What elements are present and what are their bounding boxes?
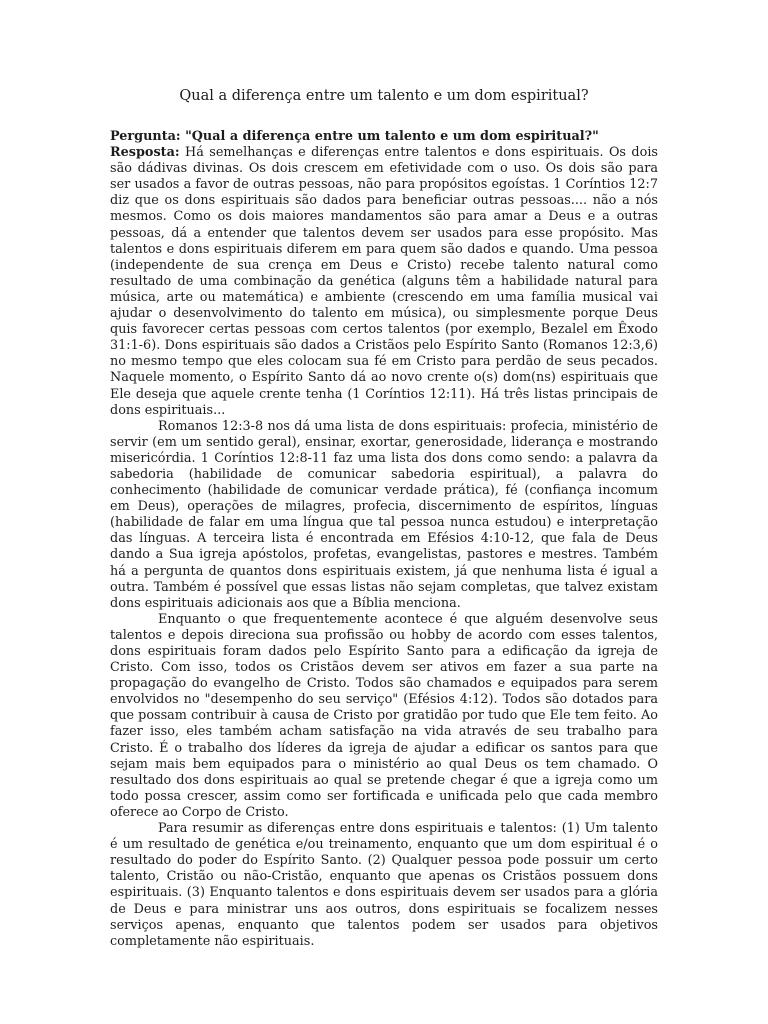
document-page <box>110 86 658 950</box>
paragraph-3: Enquanto o que frequentemente acontece é que alguém desenvolve seus talentos e depois direciona sua profissão ou hobby de acordo com esses talentos, dons espirituais foram dados pelo Espírito Santo para a edificação da igreja de Cristo. Com isso, todos os Cristãos devem ser ativos em fazer a sua parte na propagação do evangelho de Cristo. Todos são chamados e equipados para serem envolvidos no "desempenho do seu serviço" (Efésios 4:12). Todos são dotados para que possam contribuir à causa de Cristo por gratidão por tudo que Ele tem feito. Ao fazer isso, eles também acham satisfação na vida através de seu trabalho para Cristo. É o trabalho dos líderes da igreja de ajudar a edificar os santos para que sejam mais bem equipados para o ministério ao qual Deus os tem chamado. O resultado dos dons espirituais ao qual se pretende chegar é que a igreja como um todo possa crescer, assim como ser fortificada e unificada pelo que cada membro oferece ao Corpo de Cristo. <box>110 611 658 820</box>
answer-text: Há semelhanças e diferenças entre talentos e dons espirituais. Os dois são dádivas divinas. Os dois crescem em efetividade com o uso. Os dois são para ser usados a favor de outras pessoas, não para propósitos egoístas. 1 Coríntios 12:7 diz que os dons espirituais são dados para beneficiar outras pessoas.... não a nós mesmos. Como os dois maiores mandamentos são para amar a Deus e a outras pessoas, dá a entender que talentos devem ser usados para esse propósito. Mas talentos e dons espirituais diferem em para quem são dados e quando. Uma pessoa (independente de sua crença em Deus e Cristo) recebe talento natural como resultado de uma combinação da genética (alguns têm a habilidade natural para música, arte ou matemática) e ambiente (crescendo em uma família musical vai ajudar o desenvolvimento do talento em música), ou simplesmente porque Deus quis favorecer certas pessoas com certos talentos (por exemplo, Bezalel em Êxodo 31:1-6). Dons espirituais são dados a Cristãos pelo Espírito Santo (Romanos 12:3,6) no mesmo tempo que eles colocam sua fé em Cristo para perdão de seus pecados. Naquele momento, o Espírito Santo dá ao novo crente o(s) dom(ns) espirituais que Ele deseja que aquele crente tenha (1 Coríntios 12:11). Há três listas principais de dons espirituais... <box>110 145 658 418</box>
question-line: Pergunta: "Qual a diferença entre um talento e um dom espiritual?" <box>110 129 599 144</box>
paragraph-2: Romanos 12:3-8 nos dá uma lista de dons espirituais: profecia, ministério de servir (em um sentido geral), ensinar, exortar, generosidade, liderança e mostrando misericórdia. 1 Coríntios 12:8-11 faz uma lista dos dons como sendo: a palavra da sabedoria (habilidade de comunicar sabedoria espiritual), a palavra do conhecimento (habilidade de comunicar verdade prática), fé (confiança incomum em Deus), operações de milagres, profecia, discernimento de espíritos, línguas (habilidade de falar em uma língua que tal pessoa nunca estudou) e interpretação das línguas. A terceira lista é encontrada em Efésios 4:10-12, que fala de Deus dando a Sua igreja apóstolos, profetas, evangelistas, pastores e mestres. Também há a pergunta de quantos dons espirituais existem, já que nenhuma lista é igual a outra. Também é possível que essas listas não sejam completas, que talvez existam dons espirituais adicionais aos que a Bíblia menciona. <box>110 418 658 611</box>
answer-paragraph <box>110 145 658 419</box>
answer-label: Resposta: <box>110 145 180 161</box>
document-title: Qual a diferença entre um talento e um dom espiritual? <box>179 88 589 104</box>
paragraph-4: Para resumir as diferenças entre dons espirituais e talentos: (1) Um talento é um resultado de genética e/ou treinamento, enquanto que um dom espiritual é o resultado do poder do Espírito Santo. (2) Qualquer pessoa pode possuir um certo talento, Cristão ou não-Cristão, enquanto que apenas os Cristãos possuem dons espirituais. (3) Enquanto talentos e dons espirituais devem ser usados para a glória de Deus e para ministrar uns aos outros, dons espirituais se focalizem nesses serviços apenas, enquanto que talentos podem ser usados para objetivos completamente não espirituais. <box>110 821 658 949</box>
